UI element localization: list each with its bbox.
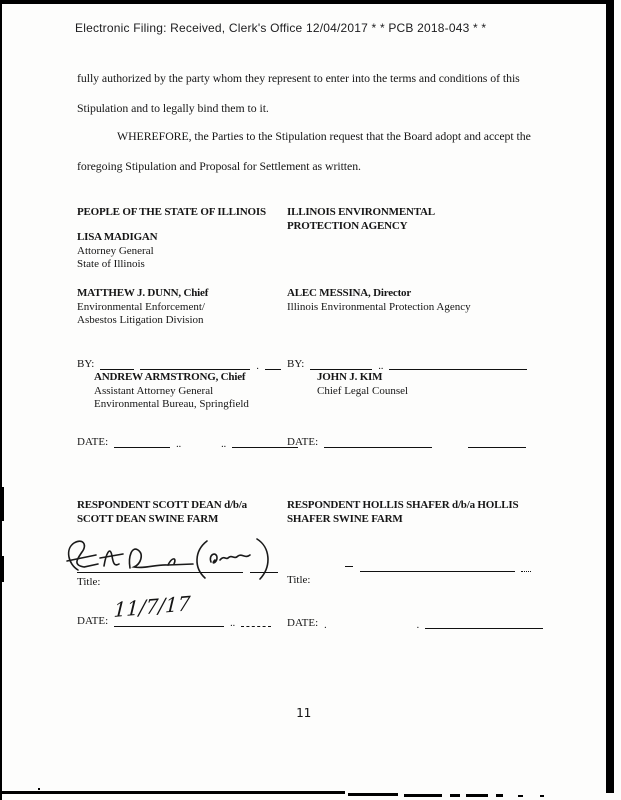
scan-speck: . [416,620,420,631]
by-label: BY: [287,358,305,370]
scan-edge-bottom-dash [540,795,544,797]
paragraph-line: foregoing Stipulation and Proposal for Settlement as written. [77,159,361,173]
title-label: Title: [287,574,311,586]
signature-line [100,356,134,370]
signer-title: Environmental Bureau, Springfield [94,398,249,410]
scan-speck: .. [176,439,182,450]
date-line [324,434,432,448]
officer-block [77,287,208,328]
scan-edge-right [606,0,614,793]
paragraph-line: fully authorized by the party whom they represent to enter into the terms and conditions of this [77,71,520,85]
signature-line [345,553,353,567]
signer-name: ANDREW ARMSTRONG, Chief [94,371,246,383]
date-label: DATE: [287,617,319,629]
scan-speck: . [324,620,327,631]
scan-speck [38,788,40,790]
filing-stamp: Electronic Filing: Received, Clerk's Office 12/04/2017 * * PCB 2018-043 * * [75,21,487,35]
date-row [287,614,543,629]
by-label: BY: [77,358,95,370]
signer-title: Assistant Attorney General [94,384,214,397]
date-row [77,433,298,448]
scan-edge-bottom-dash [518,795,523,797]
paragraph-line: WHEREFORE, the Parties to the Stipulation request that the Board adopt and accept the [117,129,531,143]
signer-title: Chief Legal Counsel [317,384,409,397]
party-name: PEOPLE OF THE STATE OF ILLINOIS [77,206,266,218]
scan-speck: .. [378,361,384,372]
attorney-title: State of Illinois [77,258,145,270]
attorney-name: LISA MADIGAN [77,231,158,243]
signature-line [140,356,250,370]
party-name: ILLINOIS ENVIRONMENTAL [287,206,435,218]
signature-line [360,558,515,572]
attorney-block [77,231,157,272]
page-number: 11 [296,705,312,720]
signature-line [310,356,372,370]
officer-name: ALEC MESSINA, Director [287,287,412,299]
date-label: DATE: [77,436,109,448]
scan-speck: .. [230,618,236,629]
signer-block [94,371,249,412]
party-name-block [287,206,435,233]
handwritten-date: 11/7/17 [113,591,192,622]
scan-blot-left-2 [0,556,4,582]
officer-block [287,287,471,314]
officer-title: Asbestos Litigation Division [77,314,204,326]
scan-edge-bottom-dash [496,794,503,797]
signer-block [317,371,408,398]
scan-speck: .. [221,439,227,450]
date-label: DATE: [77,615,109,627]
attorney-title: Attorney General [77,244,154,257]
date-line [468,434,526,448]
scan-edge-bottom-dash [450,794,460,797]
respondent-name: RESPONDENT HOLLIS SHAFER d/b/a HOLLIS [287,499,519,511]
respondent-name: RESPONDENT SCOTT DEAN d/b/a [77,499,247,511]
signature-line [521,558,531,572]
signature-line [250,559,278,573]
signer-name: JOHN J. KIM [317,371,383,383]
signature-line [389,356,527,370]
party-name: PROTECTION AGENCY [287,219,408,232]
date-line [114,434,170,448]
scan-edge-bottom [0,791,345,794]
paragraph-line: Stipulation and to legally bind them to it. [77,101,269,115]
officer-title: Environmental Enforcement/ [77,300,205,313]
scan-edge-top [0,0,613,4]
by-signature-row [287,355,527,370]
title-label: Title: [77,576,101,588]
by-signature-row [77,355,281,370]
date-line [241,613,271,627]
date-row [287,433,526,448]
respondent-name-block [77,499,247,526]
signature-line [265,356,281,370]
scan-edge-bottom-2 [348,793,398,796]
respondent-name: SCOTT DEAN SWINE FARM [77,512,219,525]
officer-name: MATTHEW J. DUNN, Chief [77,287,209,299]
respondent-name-block [287,499,557,526]
scan-edge-bottom-dash [404,794,442,797]
scan-blot-left-1 [0,487,4,521]
officer-title: Illinois Environmental Protection Agency [287,300,471,313]
signature-line [77,559,243,573]
date-label: DATE: [287,436,319,448]
scan-speck: . [256,361,259,372]
scan-edge-bottom-dash [466,794,488,797]
respondent-signature-handwriting [64,534,282,580]
scan-edge-left [0,0,2,800]
respondent-name: SHAFER SWINE FARM [287,512,403,525]
date-line [425,615,543,629]
